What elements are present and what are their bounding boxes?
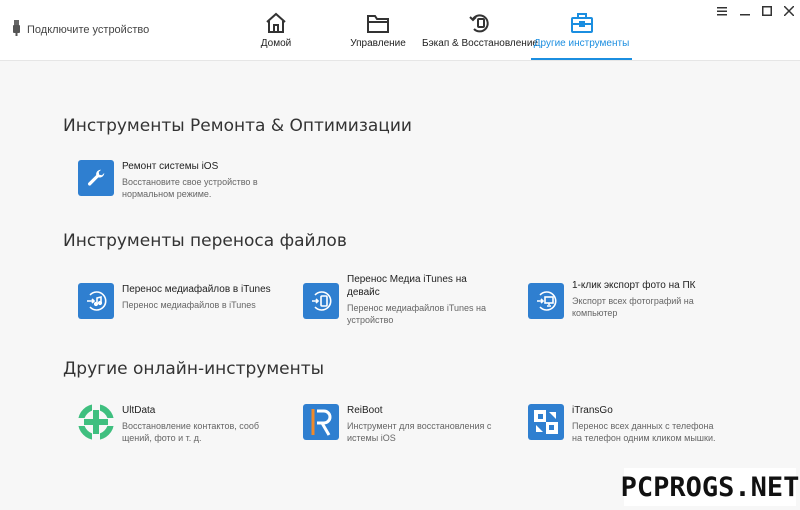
tool-description: Инструмент для восстановления с истемы iOS xyxy=(347,421,492,443)
tool-name: Перенос медиафайлов в iTunes xyxy=(122,284,271,295)
tool-description: Экспорт всех фотографий на компьютер xyxy=(572,296,694,318)
tool-description: Восстановите свое устройство в нормальном режиме. xyxy=(122,177,258,199)
tool-description: Перенос медиафайлов iTunes на устройство xyxy=(347,303,486,325)
tool-name: ReiBoot xyxy=(347,405,383,416)
ultdata-icon xyxy=(78,404,114,440)
tool-name: Перенос Медиа iTunes на девайс xyxy=(347,274,467,298)
device-status xyxy=(12,20,149,39)
section-title-repair: Инструменты Ремонта & Оптимизации xyxy=(63,116,412,136)
tab-manage[interactable] xyxy=(344,0,412,60)
tool-photo-export[interactable] xyxy=(528,280,696,319)
tool-name: iTransGo xyxy=(572,405,613,416)
itunes-to-device-icon xyxy=(303,283,339,319)
minimize-icon[interactable] xyxy=(715,4,729,18)
tool-description: Перенос всех данных с телефона на телефон одним кликом мышки. xyxy=(572,421,716,443)
tool-reiboot[interactable] xyxy=(303,404,491,444)
tab-backup-restore-label: Бэкап & Восстановление xyxy=(422,38,538,49)
backup-restore-icon xyxy=(468,10,492,36)
section-title-online: Другие онлайн-инструменты xyxy=(63,359,325,379)
tab-other-tools[interactable] xyxy=(531,0,632,60)
tool-itunes-to-device[interactable] xyxy=(303,274,486,326)
itransgo-icon xyxy=(528,404,564,440)
tool-media-to-itunes[interactable] xyxy=(78,283,271,319)
tool-itransgo[interactable] xyxy=(528,404,715,444)
usb-icon xyxy=(12,20,21,39)
maximize-icon[interactable] xyxy=(760,4,774,18)
tab-manage-label: Управление xyxy=(350,38,406,49)
tool-name: 1-клик экспорт фото на ПК xyxy=(572,280,696,291)
close-icon[interactable] xyxy=(782,4,796,18)
tool-description: Перенос медиафайлов в iTunes xyxy=(122,300,256,310)
media-to-itunes-icon xyxy=(78,283,114,319)
home-icon xyxy=(264,10,288,36)
tool-name: UltData xyxy=(122,405,156,416)
tab-backup-restore[interactable] xyxy=(424,0,536,60)
photo-export-icon xyxy=(528,283,564,319)
top-navigation-bar xyxy=(0,0,800,61)
tool-ultdata[interactable] xyxy=(78,404,259,444)
tab-other-tools-label: Другие инструменты xyxy=(533,38,630,49)
tool-name: Ремонт системы iOS xyxy=(122,161,219,172)
tool-description: Восстановление контактов, сооб щений, фото и т. д. xyxy=(122,421,259,443)
tab-home-label: Домой xyxy=(260,38,292,49)
watermark: PCPROGS.NET xyxy=(624,468,796,506)
tab-home[interactable] xyxy=(248,0,304,60)
wrench-icon xyxy=(78,160,114,196)
device-status-label: Подключите устройство xyxy=(27,23,150,36)
reiboot-icon xyxy=(303,404,339,440)
folder-icon xyxy=(366,10,390,36)
tool-ios-system-repair[interactable] xyxy=(78,160,258,200)
toolbox-icon xyxy=(570,10,594,36)
section-title-transfer: Инструменты переноса файлов xyxy=(63,231,347,251)
menu-icon[interactable] xyxy=(738,4,752,18)
